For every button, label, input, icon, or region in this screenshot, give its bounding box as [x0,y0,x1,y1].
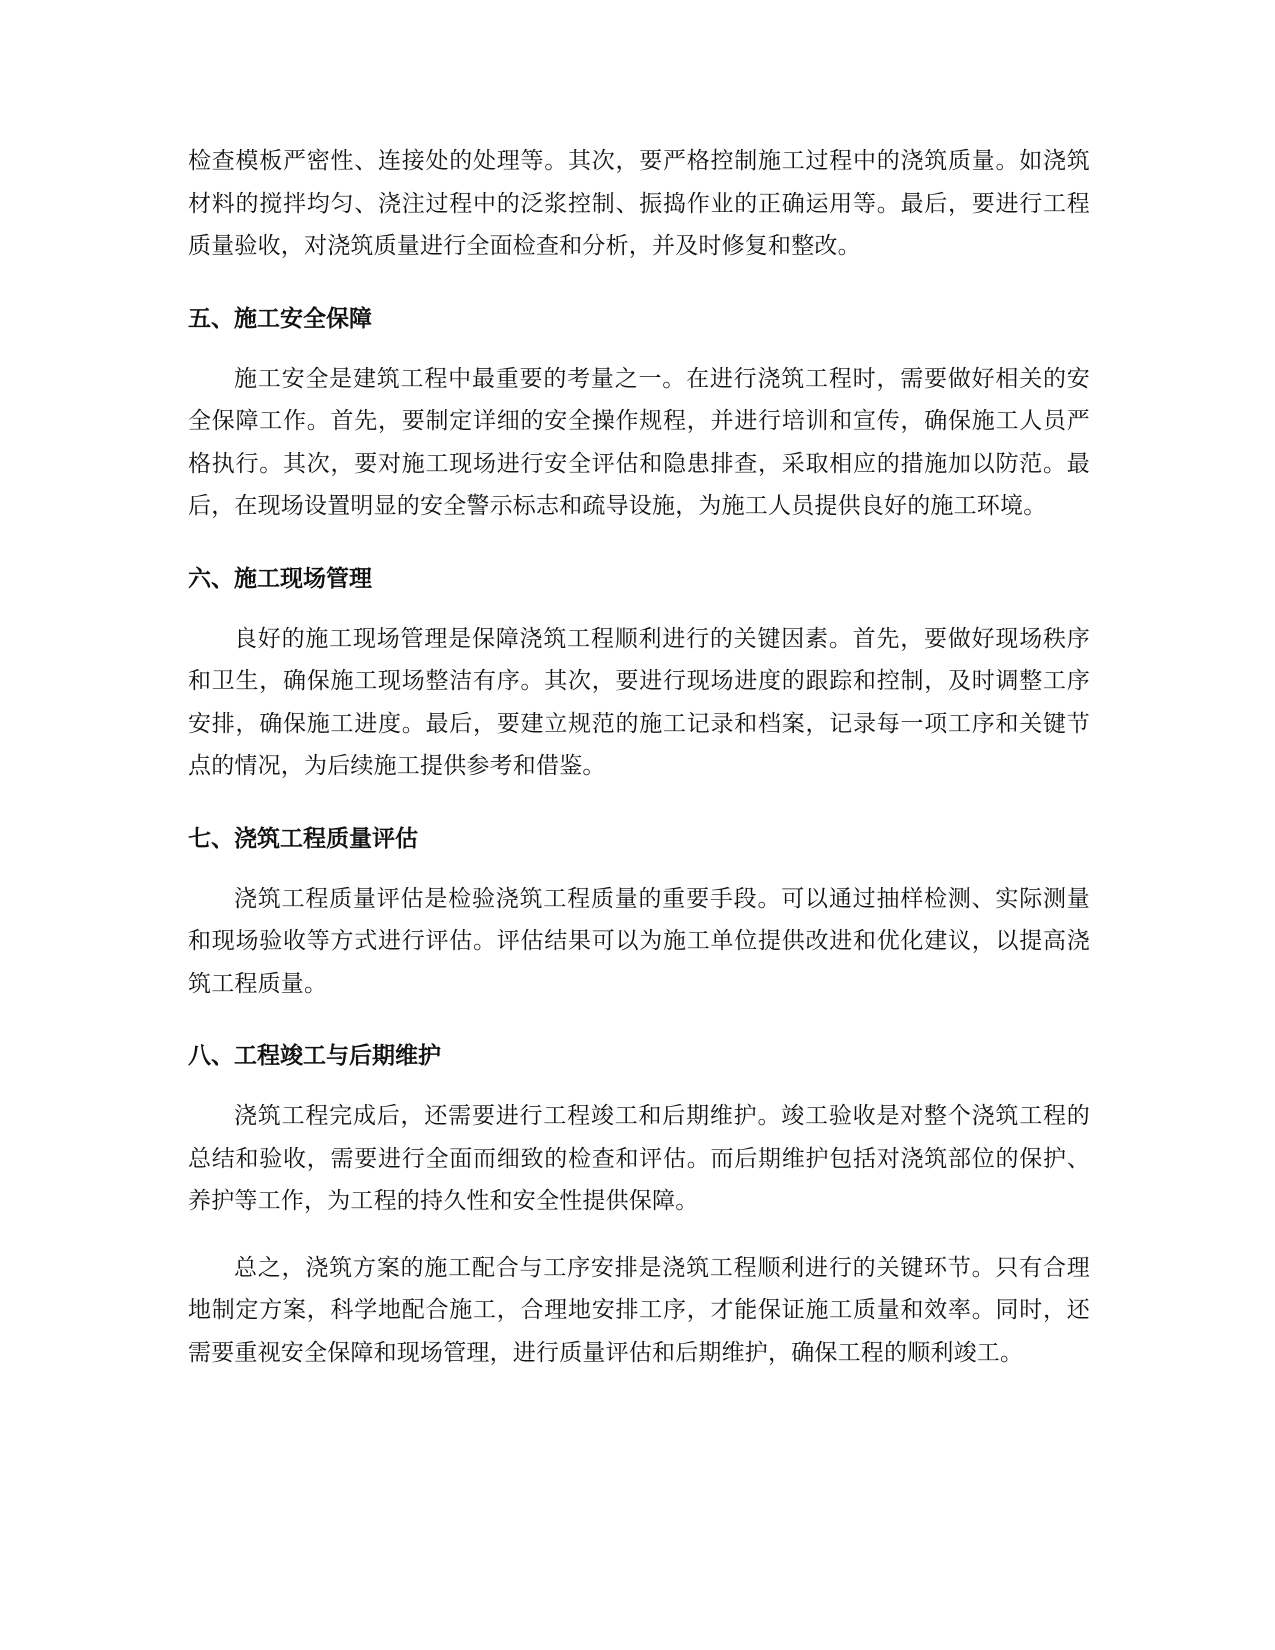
paragraph-completion-maintenance: 浇筑工程完成后，还需要进行工程竣工和后期维护。竣工验收是对整个浇筑工程的总结和验收，需要进行全面而细致的检查和评估。而后期维护包括对浇筑部位的保护、养护等工作，为工程的持久性和安全性提供保障。 [188,1103,1090,1214]
section-heading-quality-evaluation: 七、浇筑工程质量评估 [188,825,418,852]
paragraph-quality-evaluation: 浇筑工程质量评估是检验浇筑工程质量的重要手段。可以通过抽样检测、实际测量和现场验收等方式进行评估。评估结果可以为施工单位提供改进和优化建议，以提高浇筑工程质量。 [188,885,1090,997]
document-page [188,140,1090,1374]
paragraph-safety: 施工安全是建筑工程中最重要的考量之一。在进行浇筑工程时，需要做好相关的安全保障工作。首先，要制定详细的安全操作规程，并进行培训和宣传，确保施工人员严格执行。其次，要对施工现场进行安全评估和隐患排查，采取相应的措施加以防范。最后，在现场设置明显的安全警示标志和疏导设施，为施工人员提供良好的施工环境。 [188,365,1090,519]
paragraph-conclusion: 总之，浇筑方案的施工配合与工序安排是浇筑工程顺利进行的关键环节。只有合理地制定方案，科学地配合施工，合理地安排工序，才能保证施工质量和效率。同时，还需要重视安全保障和现场管理，进行质量评估和后期维护，确保工程的顺利竣工。 [188,1254,1090,1366]
paragraph-intro-continuation: 检查模板严密性、连接处的处理等。其次，要严格控制施工过程中的浇筑质量。如浇筑材料的搅拌均匀、浇注过程中的泛浆控制、振捣作业的正确运用等。最后，要进行工程质量验收，对浇筑质量进行全面检查和分析，并及时修复和整改。 [188,148,1090,259]
paragraph-site-management: 良好的施工现场管理是保障浇筑工程顺利进行的关键因素。首先，要做好现场秩序和卫生，确保施工现场整洁有序。其次，要进行现场进度的跟踪和控制，及时调整工序安排，确保施工进度。最后，要建立规范的施工记录和档案，记录每一项工序和关键节点的情况，为后续施工提供参考和借鉴。 [188,625,1090,779]
section-heading-completion-maintenance: 八、工程竣工与后期维护 [188,1043,441,1069]
section-heading-safety: 五、施工安全保障 [188,305,372,332]
section-heading-site-management: 六、施工现场管理 [188,565,372,592]
